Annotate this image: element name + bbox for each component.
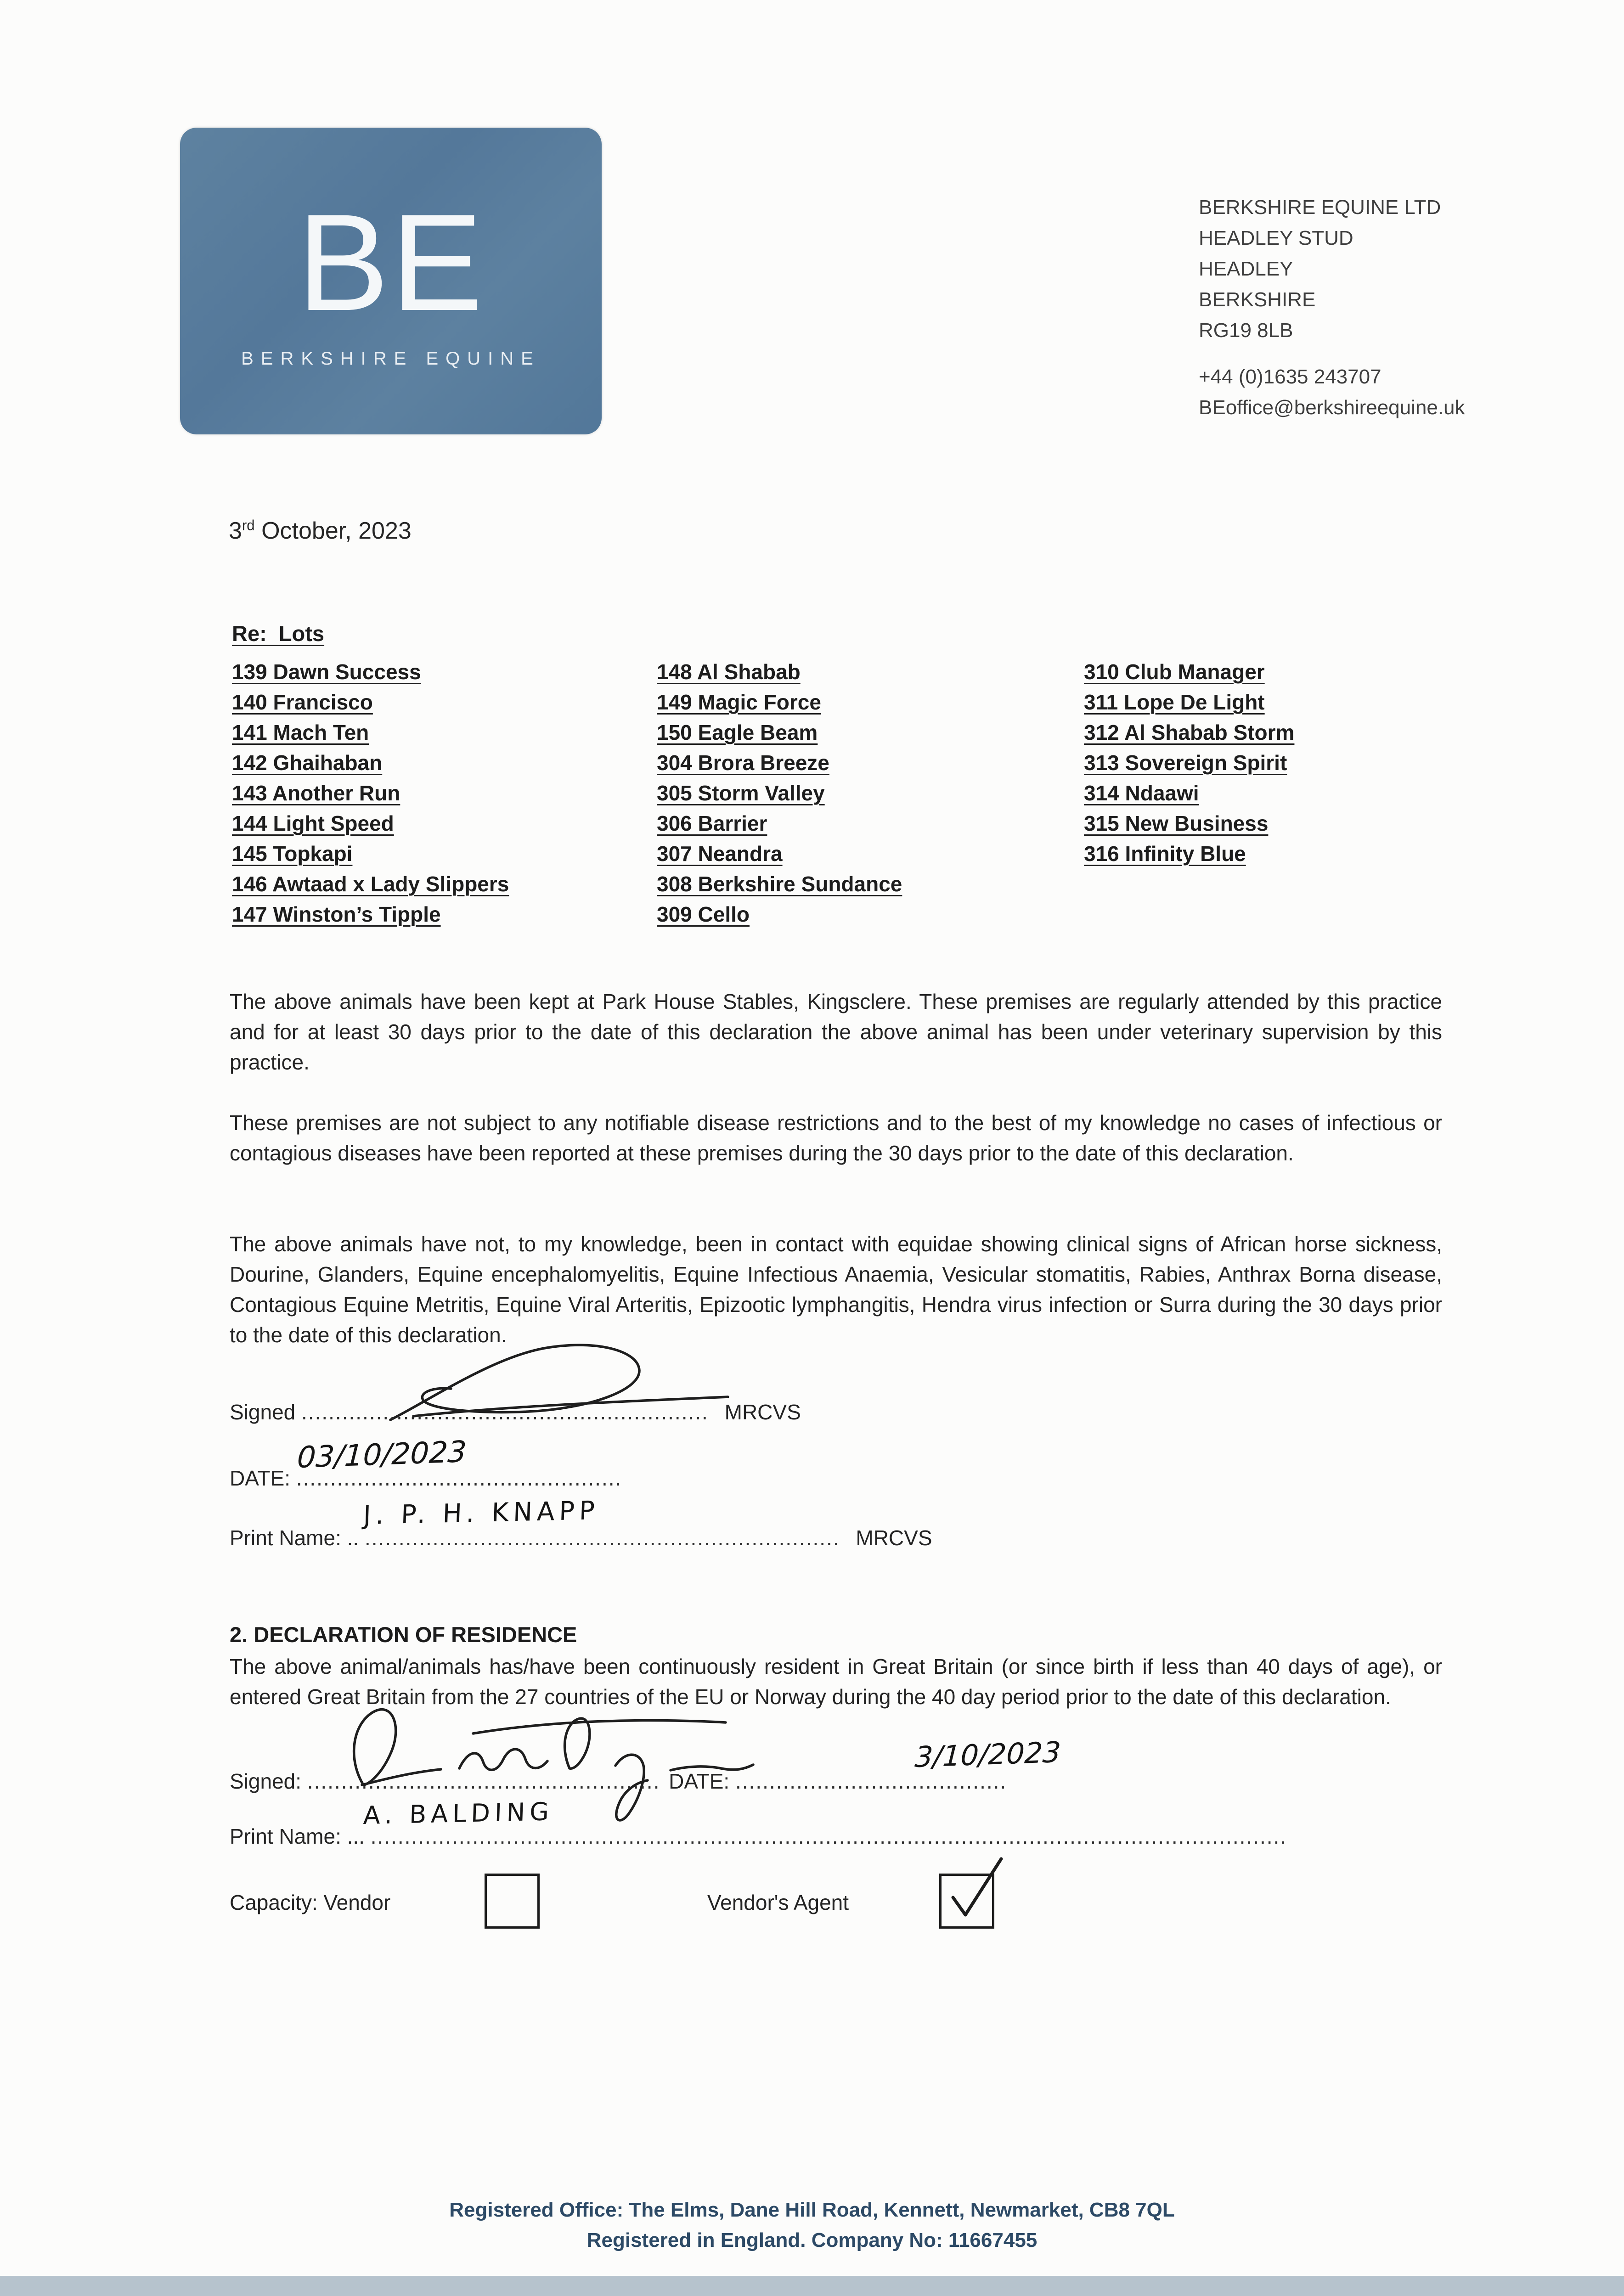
date-label: DATE: bbox=[230, 1466, 291, 1490]
address-line: BERKSHIRE bbox=[1199, 288, 1316, 311]
address-line: BERKSHIRE EQUINE LTD bbox=[1199, 196, 1441, 219]
company-address-block bbox=[1199, 192, 1465, 423]
lot-item: 305 Storm Valley bbox=[657, 781, 825, 805]
address-line: HEADLEY STUD bbox=[1199, 227, 1353, 249]
lots-column-3 bbox=[1084, 657, 1294, 869]
handwritten-residence-date: 3/10/2023 bbox=[914, 1735, 1062, 1774]
capacity-vendor-label: Capacity: Vendor bbox=[230, 1891, 391, 1914]
checkmark-icon bbox=[944, 1851, 1008, 1924]
paragraph-contact-declaration: The above animals have not, to my knowledge, been in contact with equidae showing clinical signs of African horse sickness, Dourine, Glanders, Equine encephalomyelitis, Equine Infectious Anaemia, Vesicular stomatitis, Rabies, Anthrax Borna disease, Contagious Equine Metritis, Equine Viral Arteritis, Epizootic lymphangitis, Hendra virus infection or Surra during the 30 days prior to the date of this declaration. bbox=[230, 1232, 1442, 1347]
date-rest: October, 2023 bbox=[254, 518, 412, 544]
lots-section bbox=[232, 621, 1518, 942]
dotted-leader: .................................................... bbox=[307, 1769, 660, 1793]
lot-item: 304 Brora Breeze bbox=[657, 751, 829, 775]
lots-heading: Re: Lots bbox=[232, 621, 325, 646]
date-ordinal: rd bbox=[242, 517, 255, 534]
signed-label: Signed: bbox=[230, 1769, 302, 1793]
lot-item: 311 Lope De Light bbox=[1084, 690, 1265, 714]
phone-number: +44 (0)1635 243707 bbox=[1199, 366, 1382, 388]
vet-print-name-line bbox=[230, 1525, 932, 1550]
vendors-agent-label: Vendor's Agent bbox=[707, 1891, 849, 1914]
paragraph-premises: The above animals have been kept at Park House Stables, Kingsclere. These premises are regularly attended by this practice and for at least 30 days prior to the date of this declaration the above animal has been under veterinary supervision by this practice. bbox=[230, 990, 1442, 1074]
residence-paragraph: The above animal/animals has/have been continuously resident in Great Britain (or since birth if less than 40 days of age), or entered Great Britain from the 27 countries of the EU or Norway during the 40 day period prior to the date of this declaration. bbox=[230, 1654, 1442, 1709]
address-spacer bbox=[1199, 346, 1465, 361]
lot-item: 148 Al Shabab bbox=[657, 660, 801, 684]
print-name-label: Print Name: .. bbox=[230, 1526, 359, 1550]
date-label: DATE: bbox=[669, 1769, 730, 1793]
handwritten-agent-name: A. BALDING bbox=[363, 1797, 554, 1830]
dotted-leader: ................................................ bbox=[296, 1466, 622, 1490]
lot-item: 150 Eagle Beam bbox=[657, 720, 818, 744]
dotted-leader: ........................................ bbox=[735, 1769, 1007, 1793]
lot-item: 141 Mach Ten bbox=[232, 720, 369, 744]
residence-heading: 2. DECLARATION OF RESIDENCE bbox=[230, 1622, 577, 1647]
footer-company-number: Registered in England. Company No: 11667455 bbox=[586, 2229, 1038, 2251]
lot-item: 314 Ndaawi bbox=[1084, 781, 1199, 805]
logo-wordmark: BERKSHIRE EQUINE bbox=[241, 348, 541, 369]
lot-item: 144 Light Speed bbox=[232, 811, 394, 835]
handwritten-vet-date: 03/10/2023 bbox=[296, 1435, 468, 1475]
lot-item: 307 Neandra bbox=[657, 842, 783, 866]
vendor-checkbox bbox=[485, 1874, 540, 1929]
letter-date bbox=[229, 517, 412, 545]
mrcvs-label: MRCVS bbox=[724, 1400, 801, 1424]
vet-signed-line bbox=[230, 1400, 801, 1424]
lot-item: 309 Cello bbox=[657, 902, 750, 926]
dotted-leader: ............................................................ bbox=[301, 1400, 709, 1424]
lot-item: 308 Berkshire Sundance bbox=[657, 872, 902, 896]
lot-item: 142 Ghaihaban bbox=[232, 751, 383, 775]
residence-signed-line bbox=[230, 1769, 1007, 1794]
lot-item: 312 Al Shabab Storm bbox=[1084, 720, 1295, 744]
lots-column-1 bbox=[232, 657, 509, 929]
lot-item: 316 Infinity Blue bbox=[1084, 842, 1246, 866]
company-logo bbox=[180, 128, 602, 434]
handwritten-vet-name: J. P. H. KNAPP bbox=[363, 1496, 600, 1531]
logo-initials: BE bbox=[297, 185, 485, 339]
lot-item: 306 Barrier bbox=[657, 811, 767, 835]
print-name-label: Print Name: ... bbox=[230, 1824, 365, 1848]
date-day: 3 bbox=[229, 518, 242, 544]
mrcvs-label: MRCVS bbox=[856, 1526, 932, 1550]
signed-label: Signed bbox=[230, 1400, 296, 1424]
lot-item: 143 Another Run bbox=[232, 781, 400, 805]
address-line: RG19 8LB bbox=[1199, 319, 1293, 342]
lot-item: 315 New Business bbox=[1084, 811, 1269, 835]
lots-column-2 bbox=[657, 657, 902, 929]
lot-item: 147 Winston’s Tipple bbox=[232, 902, 441, 926]
email-address: BEoffice@berkshireequine.uk bbox=[1199, 396, 1465, 419]
lot-item: 145 Topkapi bbox=[232, 842, 353, 866]
address-line: HEADLEY bbox=[1199, 258, 1293, 280]
lot-item: 310 Club Manager bbox=[1084, 660, 1265, 684]
lot-item: 149 Magic Force bbox=[657, 690, 821, 714]
footer-registered-office: Registered Office: The Elms, Dane Hill Road, Kennett, Newmarket, CB8 7QL bbox=[449, 2199, 1175, 2221]
paragraph-disease-restrictions: These premises are not subject to any notifiable disease restrictions and to the best of my knowledge no cases of infectious or contagious diseases have been reported at these premises during the 30 days prior to the date of this declaration. bbox=[230, 1111, 1442, 1165]
dotted-leader: ...................................................................... bbox=[364, 1526, 840, 1550]
lot-item: 146 Awtaad x Lady Slippers bbox=[232, 872, 509, 896]
lot-item: 139 Dawn Success bbox=[232, 660, 421, 684]
lot-item: 140 Francisco bbox=[232, 690, 373, 714]
scan-edge-strip bbox=[0, 2276, 1624, 2296]
lot-item: 313 Sovereign Spirit bbox=[1084, 751, 1287, 775]
dotted-leader: ....................................................................................................................................... bbox=[370, 1824, 1287, 1848]
